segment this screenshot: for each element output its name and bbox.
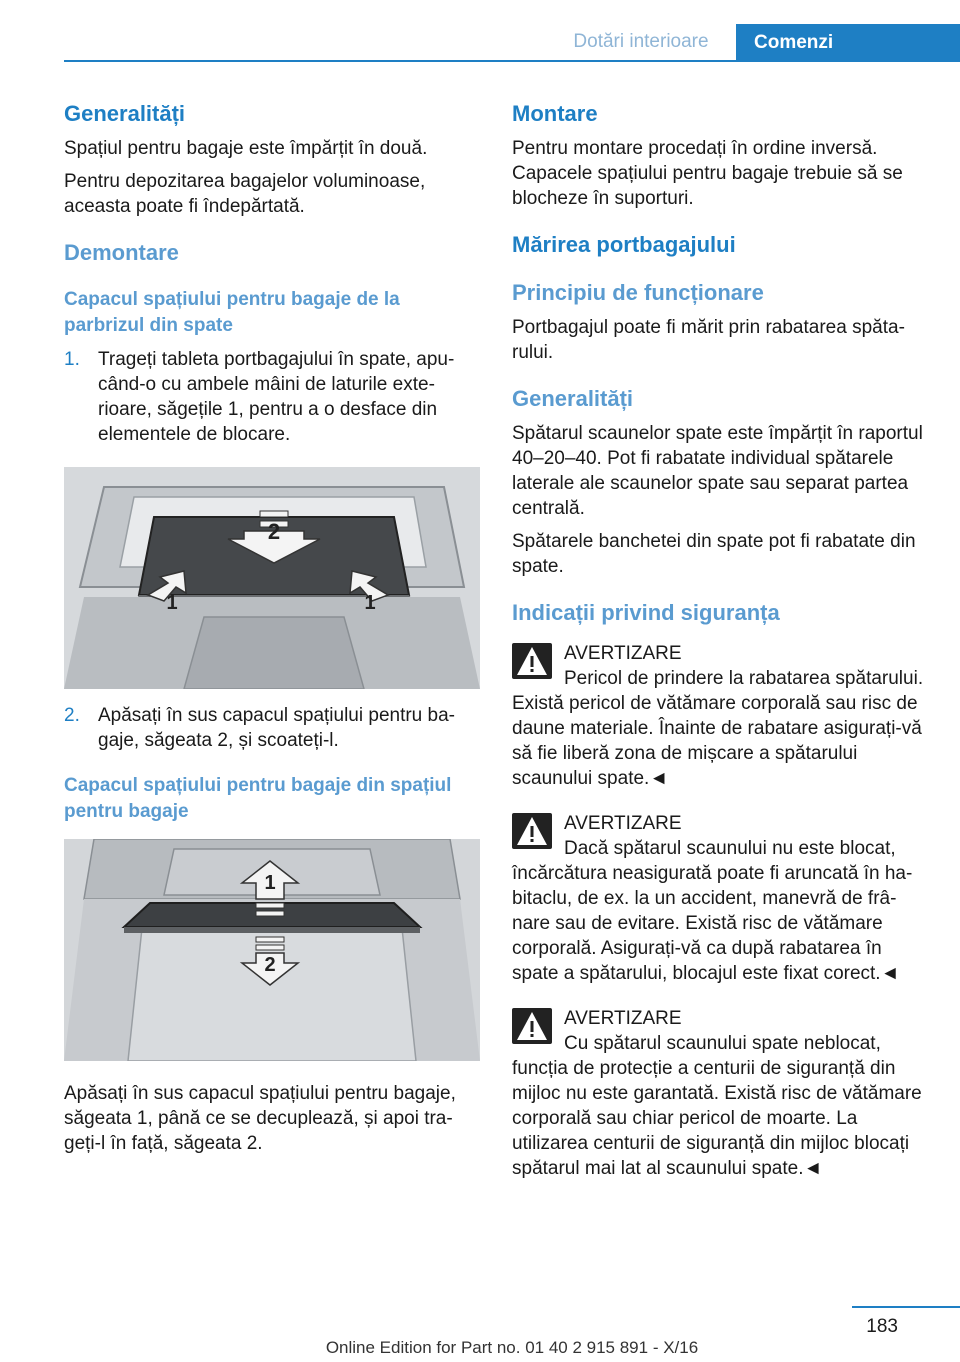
heading-demontare: Demontare <box>64 240 179 265</box>
warning-text: Pericol de prindere la rabatarea spătarului. Există pericol de vătămare corporală sau risc de daune materiale. Înainte de rabatare asigurați-vă să fie liberă zona de mișcare a spătarului scaunului spate.◄ <box>512 668 924 789</box>
heading-generalitati: Generalități <box>64 101 186 126</box>
header-rule <box>64 60 960 62</box>
figure-label: 1 <box>364 592 376 614</box>
warning-triangle-icon <box>512 1008 552 1044</box>
paragraph-montare: Pentru montare procedați în ordine inversă. Capacele spațiului pentru bagaje trebuie să se blocheze în suporturi. <box>512 138 903 209</box>
tab-dotari-interioare[interactable]: Dotări interioare <box>573 31 709 52</box>
paragraph-principiu: Portbagajul poate fi mărit prin rabatarea spătarului. <box>512 317 905 363</box>
heading-marirea-portbagajului: Mărirea portbagajului <box>512 232 736 257</box>
right-column <box>512 100 928 1181</box>
figure-luggage-cover <box>64 839 480 1061</box>
step-text: Trageți tableta portbagajului în spate, apucând-o cu ambele mâini de laturile exterioare, săgețile 1, pentru a o desface din elementele de blocare. <box>98 349 455 445</box>
paragraph-banchetei: Spătarele banchetei din spate pot fi rabatate din spate. <box>512 531 916 577</box>
page-number: 183 <box>866 1316 898 1337</box>
warning-text: Cu spătarul scaunului spate neblocat, funcția de protecție a centurii de siguranță din mijloc nu este garantată. Există risc de vătămare corporală sau chiar pericol de moarte. La utilizarea centurii de siguranță din mijloc blocați spătarul mai lat al scaunului spate.◄ <box>512 1033 922 1179</box>
step-text: Apăsați în sus capacul spațiului pentru bagaje, săgeata 2, și scoateți-l. <box>98 705 455 751</box>
footer-rule <box>852 1306 960 1308</box>
figure-parcel-shelf <box>64 467 480 689</box>
heading-generalitati-2: Generalități <box>512 386 634 411</box>
paragraph-intro: Spațiul pentru bagaje este împărțit în două. <box>64 138 428 159</box>
paragraph-spatar: Spătarul scaunelor spate este împărțit în raportul 40–20–40. Pot fi rabatate individual spătarele laterale ale scaunelor spate sau separat partea centrală. <box>512 423 923 519</box>
heading-capac-spatiu: Capacul spațiului pentru bagaje din spațiul pentru bagaje <box>64 775 452 822</box>
paragraph-apasati: Apăsați în sus capacul spațiului pentru bagaje, săgeata 1, până ce se decuplează, și apoi trageți-l în față, săgeata 2. <box>64 1083 456 1154</box>
warning-heading: AVERTIZARE <box>564 813 682 834</box>
figure-label: 2 <box>267 519 281 544</box>
heading-montare: Montare <box>512 101 598 126</box>
footer-edition: Online Edition for Part no. 01 40 2 915 891 - X/16 <box>325 1338 699 1357</box>
figure-label: 1 <box>264 872 276 894</box>
warning-text: Dacă spătarul scaunului nu este blocat, încărcătura neasigurată poate fi aruncată în habitaclu, de ex. la un accident, manevră de frânare sau de evitare. Există risc de vătămare corporală. Asigurați-vă ca după rabatarea în spate a spătarului, blocajul este fixat corect.◄ <box>512 838 913 984</box>
step-2 <box>64 703 480 753</box>
figure-label: 1 <box>166 592 178 614</box>
step-number: 2. <box>64 705 80 726</box>
heading-indicatii-siguranta: Indicații privind siguranța <box>512 600 780 625</box>
figure-label: 2 <box>264 954 276 976</box>
heading-capac-parbriz: Capacul spațiului pentru bagaje de la parbrizul din spate <box>64 289 400 336</box>
warning-heading: AVERTIZARE <box>564 1008 682 1029</box>
warning-heading: AVERTIZARE <box>564 643 682 664</box>
warning-block <box>512 641 928 791</box>
left-column <box>64 100 480 1156</box>
tab-comenzi[interactable]: Comenzi <box>736 24 960 62</box>
warning-triangle-icon <box>512 813 552 849</box>
heading-principiu: Principiu de funcționare <box>512 280 764 305</box>
step-1 <box>64 347 480 447</box>
warning-triangle-icon <box>512 643 552 679</box>
page-header <box>0 0 960 64</box>
warning-block <box>512 811 928 986</box>
warning-block <box>512 1006 928 1181</box>
step-number: 1. <box>64 349 80 370</box>
paragraph-depozitare: Pentru depozitarea bagajelor voluminoase, aceasta poate fi îndepărtată. <box>64 171 426 217</box>
